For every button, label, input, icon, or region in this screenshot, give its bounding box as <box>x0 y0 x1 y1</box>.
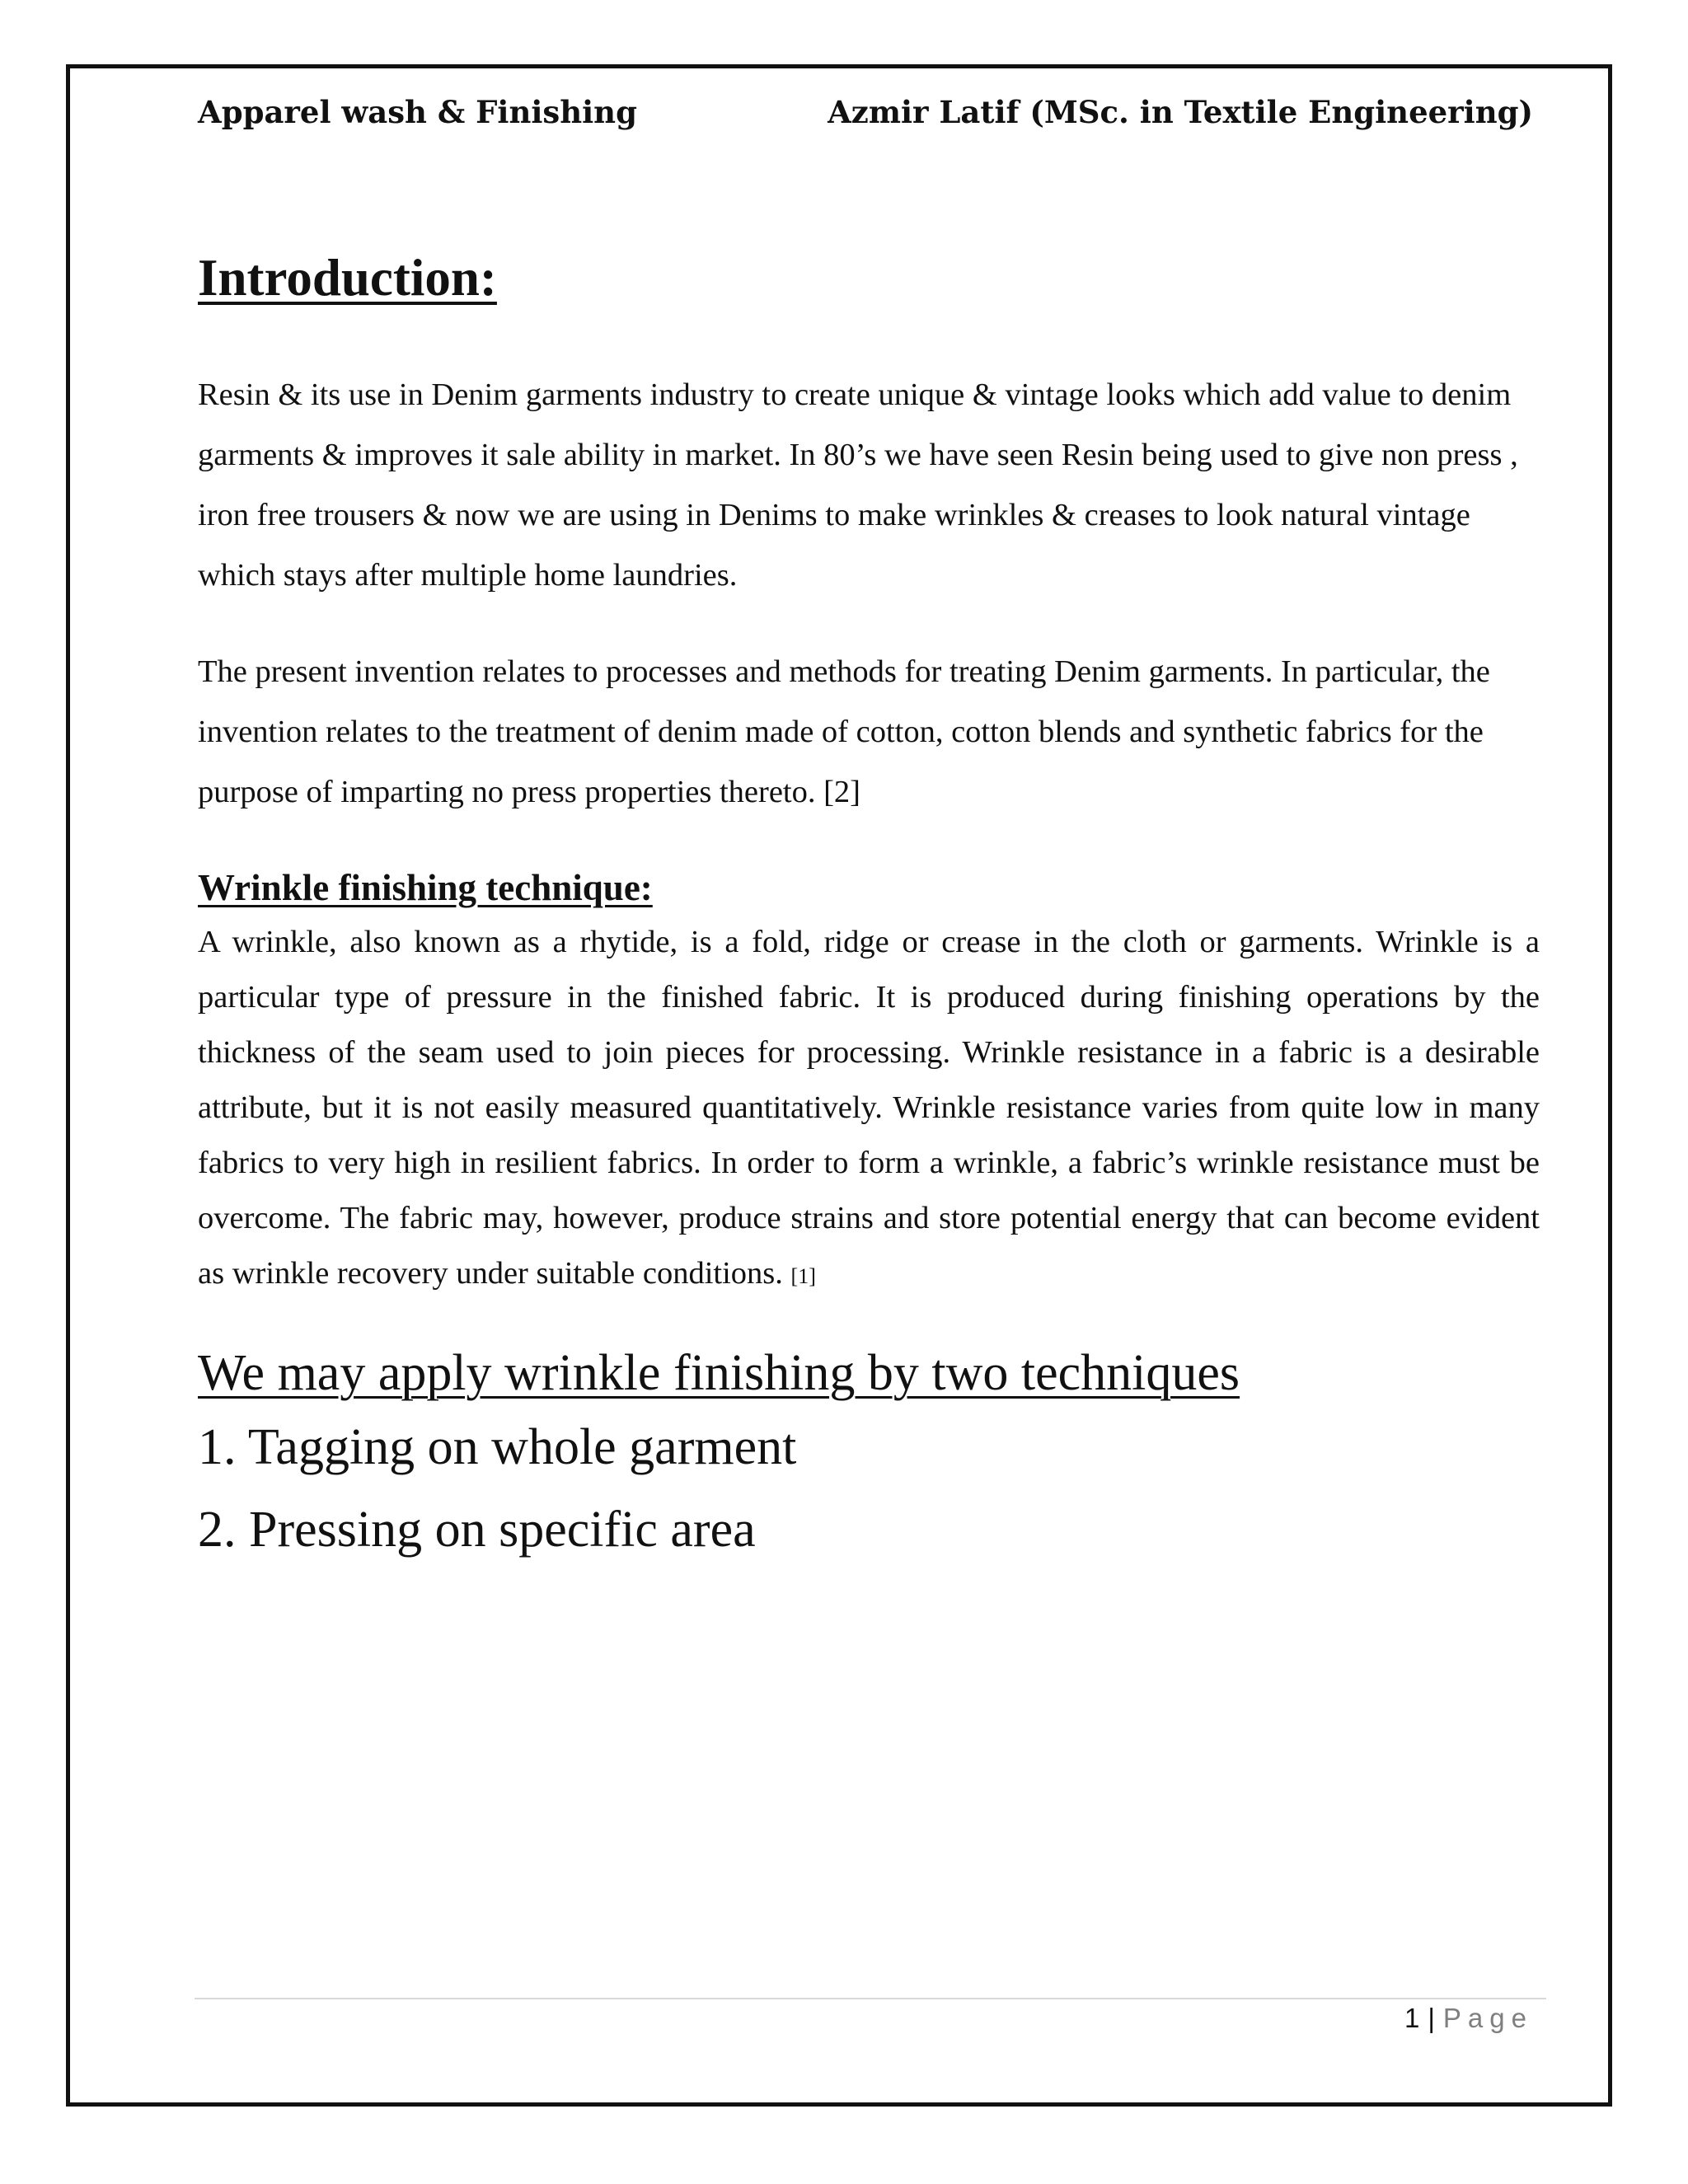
footer-divider <box>195 1998 1546 1999</box>
page-label: Page <box>1442 2003 1533 2033</box>
introduction-heading: Introduction: <box>198 249 497 307</box>
intro-paragraph-2: The present invention relates to processes and methods for treating Denim garments. In particular, the invention relates to the treatment of denim made of cotton, cotton blends and synthetic fabrics for the purpose of imparting no press properties thereto. [2] <box>198 654 1490 809</box>
technique-item: 1. Tagging on whole garment <box>198 1419 797 1476</box>
footer-separator: | <box>1428 2003 1435 2033</box>
header-author: Azmir Latif (MSc. in Textile Engineering) <box>828 94 1533 130</box>
page-number: 1 <box>1404 2003 1420 2033</box>
wrinkle-heading: Wrinkle finishing technique: <box>198 866 653 908</box>
wrinkle-paragraph <box>198 915 1540 1304</box>
wrinkle-paragraph-text: A wrinkle, also known as a rhytide, is a fold, ridge or crease in the cloth or garments. Wrinkle is a particular type of pressure in the finished fabric. It is produced during finishing operations by the thickness of the seam used to join pieces for processing. Wrinkle resistance in a fabric is a desirable attribute, but it is not easily measured quantitatively. Wrinkle resistance varies from quite low in many fabrics to very high in resilient fabrics. In order to form a wrinkle, a fabric’s wrinkle resistance must be overcome. The fabric may, however, produce strains and store potential energy that can become evident as wrinkle recovery under suitable conditions. <box>198 924 1540 1291</box>
page-footer <box>1404 2003 1533 2034</box>
header-title: Apparel wash & Finishing <box>198 94 637 130</box>
intro-paragraph-1: Resin & its use in Denim garments industry to create unique & vintage looks which add value to denim garments & improves it sale ability in market. In 80’s we have seen Resin being used to give non press , iron free trousers & now we are using in Denims to make wrinkles & creases to look natural vintage which stays after multiple home laundries. <box>198 377 1518 593</box>
document-body <box>198 247 1540 1571</box>
techniques-heading: We may apply wrinkle finishing by two techniques <box>198 1344 1240 1401</box>
technique-item: 2. Pressing on specific area <box>198 1502 756 1558</box>
wrinkle-reference: [1] <box>790 1263 816 1288</box>
